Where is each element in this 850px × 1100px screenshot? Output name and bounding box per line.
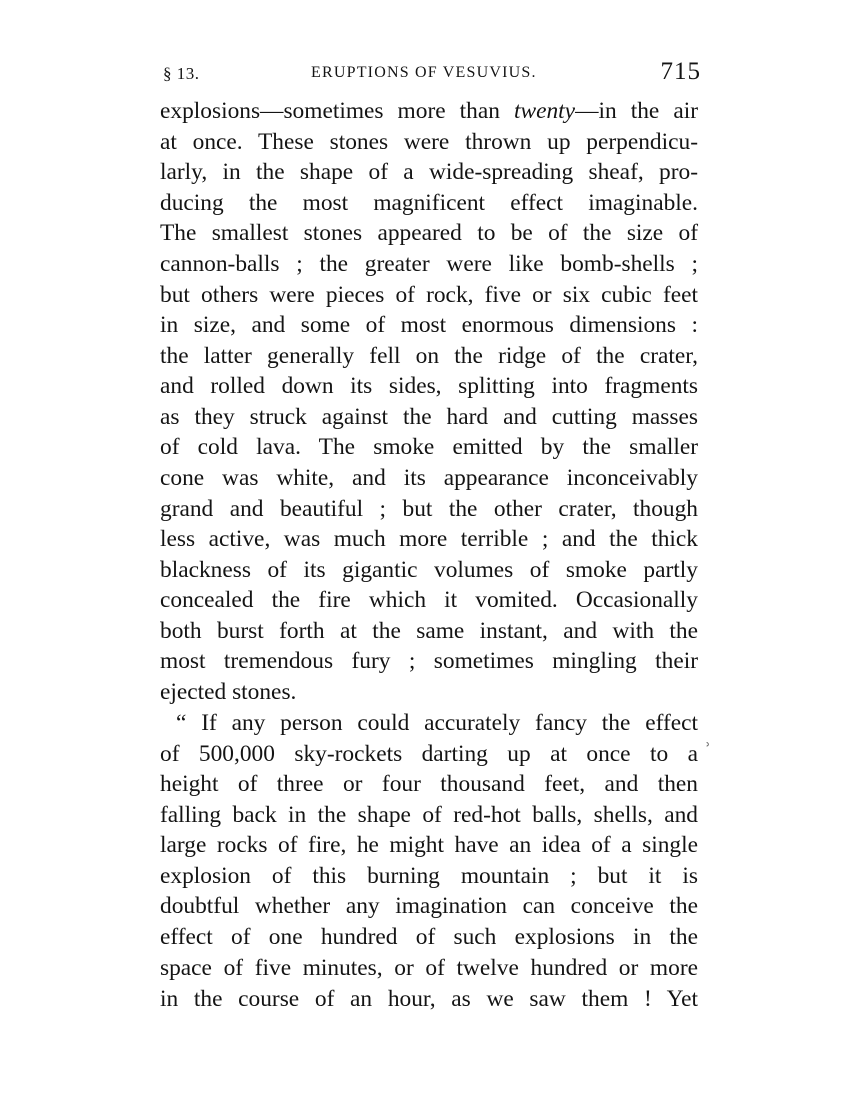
text-line: and rolled down its sides, splitting into fragments bbox=[160, 373, 698, 399]
text-line: “ If any person could accurately fancy the effect bbox=[176, 710, 698, 736]
text-line: of cold lava. The smoke emitted by the smaller bbox=[160, 434, 698, 460]
text-line: blackness of its gigantic volumes of smoke partly bbox=[160, 557, 698, 583]
text-line: larly, in the shape of a wide-spreading sheaf, pro- bbox=[160, 159, 698, 185]
text-line: doubtful whether any imagination can conceive the bbox=[160, 893, 698, 919]
text-line: both burst forth at the same instant, and with the bbox=[160, 618, 698, 644]
text-line: explosions—sometimes more than twenty—in the air bbox=[160, 98, 698, 124]
text-line: cannon-balls ; the greater were like bomb-shells ; bbox=[160, 251, 698, 277]
running-header bbox=[163, 58, 701, 90]
text-line: concealed the fire which it vomited. Occasionally bbox=[160, 587, 698, 613]
text-line: at once. These stones were thrown up perpendicu- bbox=[160, 129, 698, 155]
text-line: explosion of this burning mountain ; but it is bbox=[160, 863, 698, 889]
text-line: cone was white, and its appearance inconceivably bbox=[160, 465, 698, 491]
text-line: but others were pieces of rock, five or six cubic feet bbox=[160, 282, 698, 308]
section-number: § 13. bbox=[163, 64, 200, 83]
page-number: 715 bbox=[660, 58, 701, 85]
text-line: less active, was much more terrible ; and the thick bbox=[160, 526, 698, 552]
running-title: ERUPTIONS OF VESUVIUS. bbox=[311, 64, 537, 81]
margin-pencil-mark: ʾ bbox=[704, 738, 712, 763]
text-line: height of three or four thousand feet, and then bbox=[160, 771, 698, 797]
text-line: in the course of an hour, as we saw them ! Yet bbox=[160, 986, 698, 1012]
text-line: The smallest stones appeared to be of the size of bbox=[160, 220, 698, 246]
text-line: falling back in the shape of red-hot balls, shells, and bbox=[160, 802, 698, 828]
text-line: ducing the most magnificent effect imaginable. bbox=[160, 190, 698, 216]
text-line: of 500,000 sky-rockets darting up at once to a bbox=[160, 741, 698, 767]
text-line: in size, and some of most enormous dimensions : bbox=[160, 312, 698, 338]
text-line: as they struck against the hard and cutting masses bbox=[160, 404, 698, 430]
text-line: most tremendous fury ; sometimes mingling their bbox=[160, 648, 698, 674]
text-line: grand and beautiful ; but the other crater, though bbox=[160, 496, 698, 522]
text-line: ejected stones. bbox=[160, 679, 297, 705]
italic-word: twenty bbox=[514, 98, 576, 124]
text-line: the latter generally fell on the ridge of the crater, bbox=[160, 343, 698, 369]
text-line: large rocks of fire, he might have an idea of a single bbox=[160, 832, 698, 858]
text-line: effect of one hundred of such explosions in the bbox=[160, 924, 698, 950]
text-line: space of five minutes, or of twelve hundred or more bbox=[160, 955, 698, 981]
